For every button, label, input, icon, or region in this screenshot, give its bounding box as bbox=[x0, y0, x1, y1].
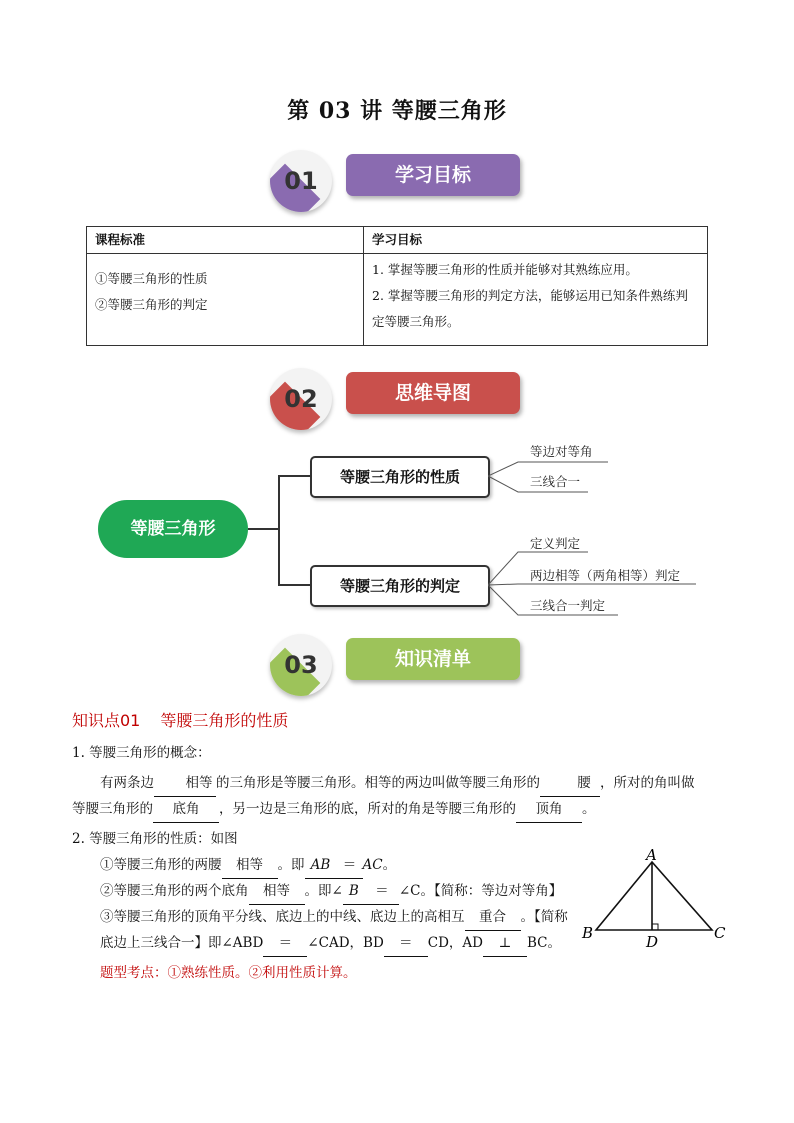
text: ①等腰三角形的两腰 bbox=[100, 857, 222, 873]
mindmap-root: 等腰三角形 bbox=[98, 500, 248, 558]
text: 等腰三角形的 bbox=[72, 801, 153, 817]
mindmap-leaf: 两边相等（两角相等）判定 bbox=[530, 568, 681, 583]
mind-map bbox=[0, 430, 794, 640]
standard-item: ②等腰三角形的判定 bbox=[95, 297, 208, 312]
text: 有两条边 bbox=[100, 775, 154, 791]
text: ∠C bbox=[398, 883, 421, 899]
property-line-2 bbox=[100, 878, 562, 905]
standards-table bbox=[86, 226, 708, 346]
mindmap-leaf: 等边对等角 bbox=[530, 444, 593, 459]
section-number: 01 bbox=[284, 167, 318, 195]
exam-point: 题型考点：①熟练性质。②利用性质计算。 bbox=[100, 965, 357, 981]
blank-answer: 相等 bbox=[154, 770, 216, 797]
section-01-banner bbox=[270, 150, 530, 220]
blank-answer: B bbox=[343, 878, 365, 905]
blank-answer: 相等 bbox=[249, 878, 305, 905]
blank-answer: ＝ bbox=[365, 878, 399, 905]
concept-paragraph-cont bbox=[72, 796, 732, 823]
vertex-label-b: B bbox=[582, 924, 594, 942]
mindmap-branch-properties: 等腰三角形的性质 bbox=[310, 456, 490, 498]
blank-answer: 相等 bbox=[222, 852, 278, 879]
mindmap-leaf: 三线合一 bbox=[530, 474, 581, 489]
right-angle-mark bbox=[652, 924, 658, 930]
section-title: 知识清单 bbox=[346, 638, 520, 680]
connector bbox=[248, 528, 278, 530]
section-number-badge bbox=[270, 634, 332, 696]
text: BC。 bbox=[527, 935, 562, 951]
isosceles-triangle-figure bbox=[580, 848, 730, 954]
property-line-1 bbox=[100, 852, 396, 879]
property-line-3 bbox=[100, 904, 580, 931]
vertex-label-a: A bbox=[646, 848, 657, 864]
text: 。 bbox=[382, 857, 397, 873]
text: 底边上三线合一】即∠ABD bbox=[100, 935, 264, 951]
blank-answer: ＝ bbox=[384, 930, 428, 957]
blank-answer: 顶角 bbox=[516, 796, 582, 823]
property-line-3-cont bbox=[100, 930, 580, 957]
point-label-d: D bbox=[646, 933, 659, 951]
blank-answer: 重合 bbox=[465, 904, 521, 931]
table-cell-standards bbox=[87, 254, 364, 346]
concept-paragraph bbox=[72, 770, 732, 797]
text: ，另一边是三角形的底，所对的角是等腰三角形的 bbox=[219, 801, 516, 817]
text: ③等腰三角形的顶角平分线、底边上的中线、底边上的高相互 bbox=[100, 909, 465, 925]
blank-answer: ＝ bbox=[337, 852, 363, 879]
knowledge-point-heading bbox=[72, 708, 308, 731]
section-02-banner bbox=[270, 368, 530, 438]
connector bbox=[278, 584, 310, 586]
blank-answer: ＝ bbox=[263, 930, 307, 957]
text: 。 bbox=[582, 801, 596, 817]
mindmap-branch-criteria: 等腰三角形的判定 bbox=[310, 565, 490, 607]
knowledge-point-label: 知识点01 bbox=[72, 711, 141, 730]
section-title: 学习目标 bbox=[346, 154, 520, 196]
blank-answer: 腰 bbox=[540, 770, 600, 797]
concept-heading: 1. 等腰三角形的概念： bbox=[72, 745, 211, 761]
goal-item: 2. 掌握等腰三角形的判定方法，能够运用已知条件熟练判定等腰三角形。 bbox=[372, 288, 688, 329]
table-cell-goals bbox=[364, 254, 708, 346]
table-header-standard: 课程标准 bbox=[87, 227, 364, 254]
blank-answer: AB bbox=[305, 852, 337, 879]
table-header-goal: 学习目标 bbox=[364, 227, 708, 254]
triangle-abc bbox=[596, 862, 712, 930]
text: 。即 bbox=[277, 857, 305, 873]
standard-item: ①等腰三角形的性质 bbox=[95, 271, 208, 286]
page-title: 第 03 讲 等腰三角形 bbox=[287, 98, 507, 124]
connector bbox=[278, 475, 310, 477]
text: 。【简称：等边对等角】 bbox=[420, 883, 563, 899]
mindmap-leaf: 定义判定 bbox=[530, 536, 581, 551]
section-title: 思维导图 bbox=[346, 372, 520, 414]
section-03-banner bbox=[270, 634, 530, 704]
section-number-badge bbox=[270, 368, 332, 430]
text: ，所对的角叫做 bbox=[600, 775, 695, 791]
text: ∠CAD，BD bbox=[307, 935, 384, 951]
mindmap-leaf: 三线合一判定 bbox=[530, 598, 606, 613]
properties-heading: 2. 等腰三角形的性质：如图 bbox=[72, 831, 238, 847]
text: ②等腰三角形的两个底角 bbox=[100, 883, 249, 899]
vertex-label-c: C bbox=[714, 924, 726, 942]
blank-answer: ⊥ bbox=[483, 930, 527, 957]
blank-answer: 底角 bbox=[153, 796, 219, 823]
goal-item: 1. 掌握等腰三角形的性质并能够对其熟练应用。 bbox=[372, 262, 638, 277]
section-number: 02 bbox=[284, 385, 318, 413]
section-number: 03 bbox=[284, 651, 318, 679]
text: AC bbox=[362, 857, 383, 873]
connector bbox=[278, 475, 280, 585]
text: CD，AD bbox=[427, 935, 484, 951]
section-number-badge bbox=[270, 150, 332, 212]
text: 。【简称 bbox=[520, 909, 568, 925]
text: 的三角形是等腰三角形。相等的两边叫做等腰三角形的 bbox=[216, 775, 540, 791]
knowledge-point-title: 等腰三角形的性质 bbox=[160, 711, 289, 730]
text: 。即∠ bbox=[304, 883, 343, 899]
